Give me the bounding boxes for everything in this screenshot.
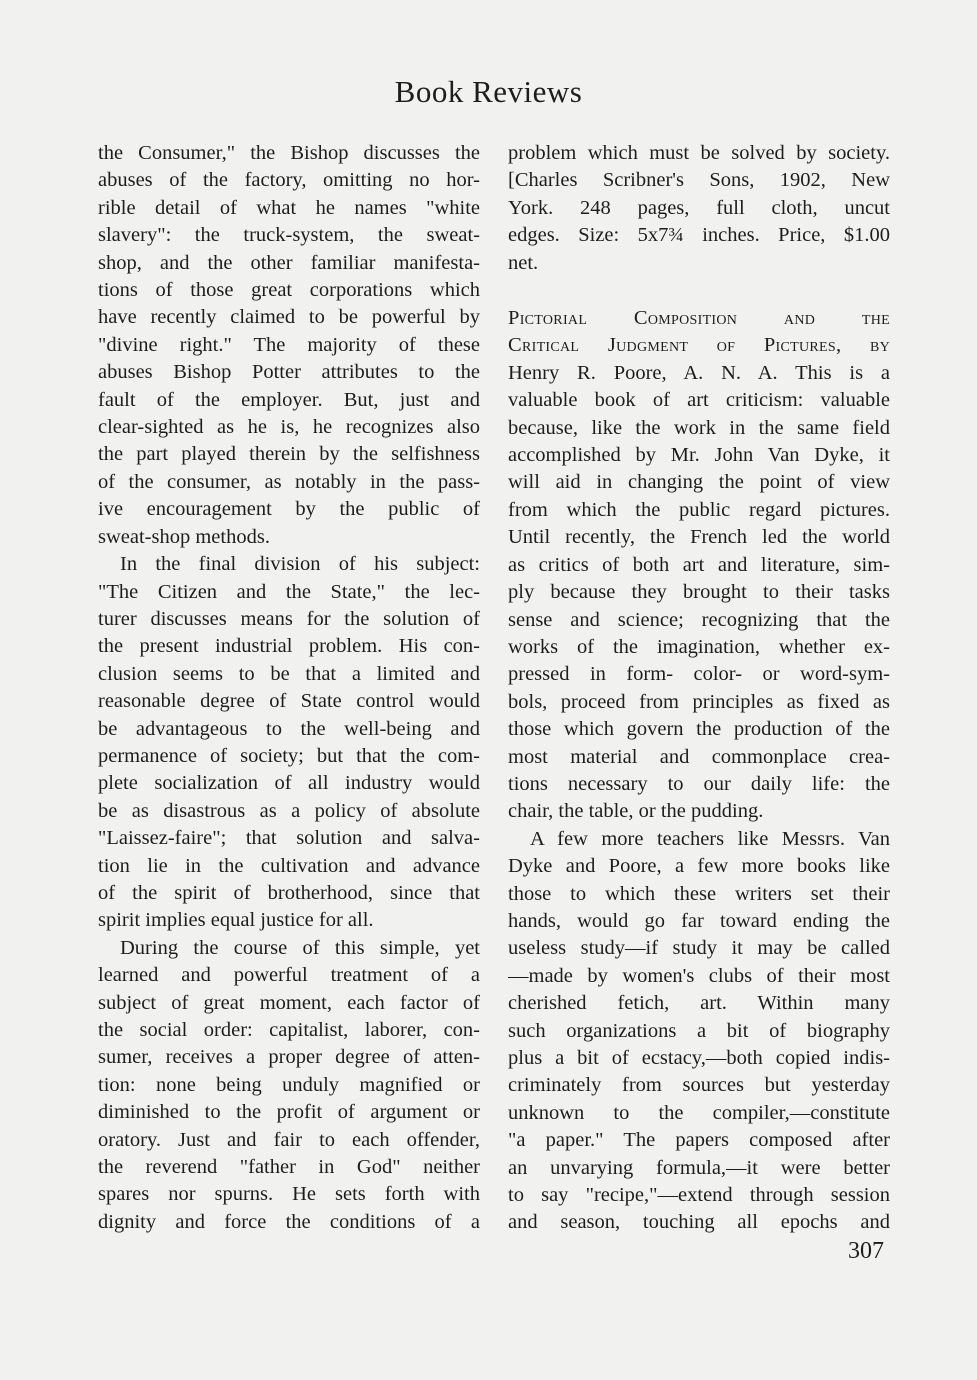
text-line: spirit implies equal justice for all. (98, 909, 374, 932)
text-line: In the final division of his subject: (120, 553, 480, 576)
text-line: have recently claimed to be powerful by (98, 306, 480, 329)
text-line: the Consumer," the Bishop discusses the (98, 142, 480, 164)
text-line: of the spirit of brotherhood, since that (98, 881, 480, 904)
text-line: tions of those great corporations which (98, 279, 480, 302)
text-line: the reverend "father in God" neither (98, 1156, 480, 1179)
text-line: tion lie in the cultivation and advance (98, 854, 480, 877)
text-line: and season, touching all epochs and (508, 1211, 890, 1234)
text-line: accomplished by Mr. John Van Dyke, it (508, 444, 890, 467)
text-line: edges. Size: 5x7¾ inches. Price, $1.00 (508, 224, 890, 247)
text-line: subject of great moment, each factor of (98, 991, 480, 1014)
text-line: valuable book of art criticism: valuable (508, 389, 890, 412)
text-line: be as disastrous as a policy of absolute (98, 799, 480, 822)
text-line: net. (508, 251, 539, 274)
text-line: plete socialization of all industry would (98, 772, 480, 795)
text-line: abuses of the factory, omitting no hor- (98, 169, 480, 192)
text-line: dignity and force the conditions of a (98, 1210, 480, 1233)
text-line: an unvarying formula,—it were better (508, 1156, 890, 1179)
text-line: such organizations a bit of biography (508, 1019, 890, 1042)
review-title-line: Pictorial Composition and the (508, 307, 890, 330)
right-column (508, 140, 890, 1237)
text-line: ive encouragement by the public of (98, 498, 480, 521)
text-line: ply because they brought to their tasks (508, 581, 890, 604)
text-line: problem which must be solved by society. (508, 142, 890, 164)
text-line: pressed in form- color- or word-sym- (508, 663, 890, 686)
running-header: Book Reviews (394, 74, 583, 109)
text-line: sumer, receives a proper degree of atten- (98, 1046, 480, 1069)
text-line: "The Citizen and the State," the lec- (98, 580, 480, 603)
text-line: Until recently, the French led the world (508, 526, 890, 549)
text-line: sense and science; recognizing that the (508, 608, 890, 631)
text-line: be advantageous to the well-being and (98, 717, 480, 740)
text-line: tion: none being unduly magnified or (98, 1073, 480, 1096)
text-line: tions necessary to our daily life: the (508, 772, 890, 795)
page-number: 307 (848, 1238, 884, 1264)
text-line: reasonable degree of State control would (98, 690, 480, 713)
text-line: permanence of society; but that the com- (98, 744, 480, 767)
left-column (98, 140, 480, 1236)
text-line: as critics of both art and literature, sim- (508, 553, 890, 576)
text-line: because, like the work in the same field (508, 416, 890, 439)
text-line: learned and powerful treatment of a (98, 964, 480, 987)
text-line: clear-sighted as he is, he recognizes also (98, 416, 480, 439)
text-line: of the consumer, as notably in the pass- (98, 470, 480, 493)
text-line: oratory. Just and fair to each offender, (98, 1128, 480, 1151)
text-line: fault of the employer. But, just and (98, 388, 480, 411)
text-line: Henry R. Poore, A. N. A. This is a (508, 361, 890, 384)
text-line: those which govern the production of the (508, 718, 890, 741)
text-line: diminished to the profit of argument or (98, 1101, 480, 1124)
text-line: hands, would go far toward ending the (508, 909, 890, 932)
review-title-line: Critical Judgment of Pictures, by (508, 334, 890, 357)
text-line: turer discusses means for the solution of (98, 607, 480, 630)
text-line: will aid in changing the point of view (508, 471, 890, 494)
text-line: clusion seems to be that a limited and (98, 662, 480, 685)
text-line: York. 248 pages, full cloth, uncut (508, 196, 890, 219)
text-line: shop, and the other familiar manifesta- (98, 251, 480, 274)
text-line: rible detail of what he names "white (98, 196, 480, 219)
text-line: Dyke and Poore, a few more books like (508, 855, 890, 878)
text-line: those to which these writers set their (508, 882, 890, 905)
text-line: A few more teachers like Messrs. Van (530, 827, 890, 850)
text-line: [Charles Scribner's Sons, 1902, New (508, 169, 890, 192)
text-line: criminately from sources but yesterday (508, 1074, 890, 1097)
text-line: unknown to the compiler,—constitute (508, 1101, 890, 1124)
text-line: spares nor spurns. He sets forth with (98, 1183, 480, 1206)
text-line: the part played therein by the selfishness (98, 443, 480, 466)
text-line: the present industrial problem. His con- (98, 635, 480, 658)
text-line: useless study—if study it may be called (508, 937, 890, 960)
text-line: works of the imagination, whether ex- (508, 635, 890, 658)
text-line: During the course of this simple, yet (120, 936, 480, 959)
text-line: from which the public regard pictures. (508, 498, 890, 521)
text-line: most material and commonplace crea- (508, 745, 890, 768)
text-line: to say "recipe,"—extend through session (508, 1184, 890, 1207)
text-line: plus a bit of ecstacy,—both copied indis- (508, 1047, 890, 1069)
text-line: cherished fetich, art. Within many (508, 992, 890, 1015)
text-line: chair, the table, or the pudding. (508, 800, 764, 823)
text-line: bols, proceed from principles as fixed as (508, 690, 890, 713)
text-line: "Laissez-faire"; that solution and salva- (98, 827, 480, 850)
paragraph-gap (508, 277, 890, 305)
text-line: "divine right." The majority of these (98, 333, 480, 356)
text-line: —made by women's clubs of their most (508, 964, 890, 987)
text-line: the social order: capitalist, laborer, con- (98, 1019, 480, 1041)
text-line: slavery": the truck-system, the sweat- (98, 224, 480, 247)
text-line: sweat-shop methods. (98, 525, 270, 548)
text-line: "a paper." The papers composed after (508, 1129, 890, 1152)
text-line: abuses Bishop Potter attributes to the (98, 361, 480, 384)
